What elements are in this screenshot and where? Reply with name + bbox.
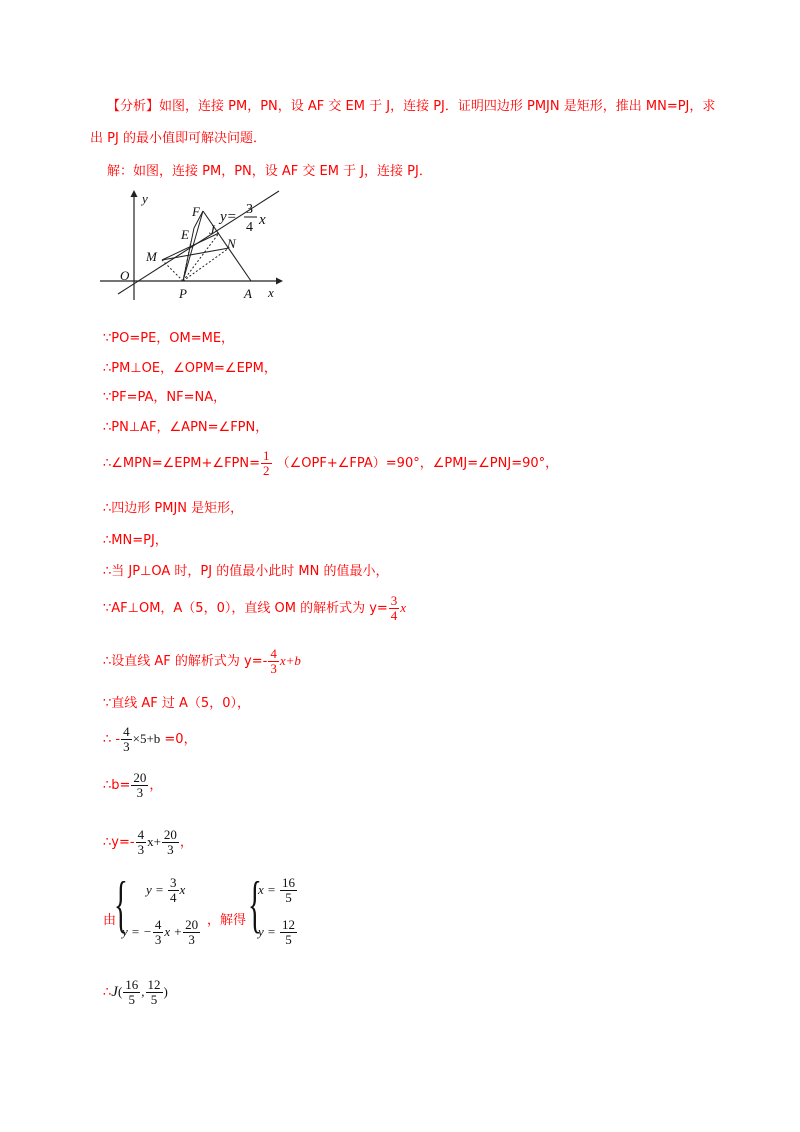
step-14 bbox=[103, 826, 193, 859]
step-3: ∵PF=PA，NF=NA， bbox=[103, 390, 227, 405]
final-comma: , bbox=[141, 984, 145, 999]
step-5-fraction: $\frac{1}{2}$ bbox=[263, 448, 270, 478]
step-10-fraction: $\frac{4}{3}$ bbox=[270, 646, 277, 676]
system-eq-2 bbox=[122, 917, 201, 948]
system-eq-2-fraction-1: $\frac{4}{3}$ bbox=[154, 917, 162, 947]
segment-pm bbox=[162, 260, 183, 281]
segment-pn bbox=[183, 248, 229, 281]
system-eq-1 bbox=[146, 875, 185, 906]
step-13-fraction: $\frac{20}{3}$ bbox=[133, 770, 147, 800]
step-13-text: ∴b= bbox=[103, 778, 131, 793]
step-7: ∴MN=PJ， bbox=[103, 533, 168, 548]
label-e: E bbox=[181, 227, 189, 242]
analysis-text-1: 如图，连接 PM，PN，设 AF 交 EM 于 J，连接 PJ．证明四边形 PMJN 是矩形，推出 MN=PJ，求 bbox=[159, 99, 716, 114]
step-4: ∴PN⊥AF，∠APN=∠FPN， bbox=[103, 420, 269, 435]
step-1: ∵PO=PE，OM=ME， bbox=[103, 331, 235, 346]
solution-brace: { bbox=[248, 868, 262, 939]
eq-num: 3 bbox=[246, 202, 253, 217]
final-j: J bbox=[111, 984, 118, 1000]
step-9-fraction: $\frac{3}{4}$ bbox=[390, 593, 398, 623]
segment-pf bbox=[183, 211, 203, 281]
final-result bbox=[103, 976, 168, 1009]
x-axis-arrow bbox=[276, 278, 283, 285]
system-eq-1-fraction: $\frac{3}{4}$ bbox=[170, 875, 177, 905]
label-f: F bbox=[192, 204, 200, 219]
eq-den: 4 bbox=[246, 220, 253, 235]
eq-lhs: y= bbox=[220, 209, 237, 225]
step-5 bbox=[103, 448, 558, 480]
eq-var: x bbox=[259, 212, 266, 228]
step-14-mid: x+ bbox=[147, 834, 161, 849]
solution-x bbox=[258, 875, 298, 906]
step-14-tail: ， bbox=[179, 835, 193, 850]
step-12-text: ∴ - bbox=[103, 732, 121, 747]
step-5-text-b: （∠OPF+∠FPA）=90°，∠PMJ=∠PNJ=90°， bbox=[276, 456, 559, 471]
segment-mn bbox=[162, 248, 229, 260]
final-fraction-2: $\frac{12}{5}$ bbox=[147, 977, 161, 1007]
step-10 bbox=[103, 645, 301, 678]
system-eq-2-fraction-2: $\frac{20}{3}$ bbox=[185, 917, 199, 947]
label-j: J bbox=[209, 222, 215, 237]
step-9-text: ∵AF⊥OM，A（5，0），直线 OM 的解析式为 y= bbox=[103, 601, 388, 616]
solution-x-lhs: x = bbox=[258, 882, 280, 897]
label-m: M bbox=[146, 249, 157, 264]
label-o: O bbox=[120, 268, 130, 283]
analysis-line-2: 出 PJ 的最小值即可解决问题． bbox=[90, 131, 266, 146]
final-lparen: ( bbox=[117, 984, 123, 999]
geometry-figure bbox=[96, 188, 286, 306]
step-11: ∵直线 AF 过 A（5，0）， bbox=[103, 696, 250, 711]
label-y: y bbox=[142, 191, 148, 206]
final-therefore: ∴ bbox=[103, 985, 112, 1000]
step-12 bbox=[103, 723, 197, 756]
step-14-fraction-1: $\frac{4}{3}$ bbox=[137, 827, 145, 857]
step-8: ∴当 JP⊥OA 时，PJ 的值最小此时 MN 的值最小， bbox=[103, 564, 389, 579]
final-rparen: ) bbox=[163, 984, 168, 999]
y-axis-arrow bbox=[131, 190, 138, 197]
system-brace-left: { bbox=[114, 868, 128, 939]
step-10-text: ∴设直线 AF 的解析式为 y=- bbox=[103, 654, 268, 669]
step-2: ∴PM⊥OE，∠OPM=∠EPM， bbox=[103, 361, 277, 376]
system-you: 由 bbox=[103, 913, 117, 928]
solution-y-fraction: $\frac{12}{5}$ bbox=[282, 917, 296, 947]
analysis-line-1 bbox=[107, 98, 715, 116]
system-eq-1-lhs: y = bbox=[146, 882, 168, 897]
analysis-tag: 【分析】 bbox=[107, 99, 160, 114]
solution-intro: 解：如图，连接 PM，PN，设 AF 交 EM 于 J，连接 PJ． bbox=[107, 164, 432, 179]
step-6: ∴四边形 PMJN 是矩形， bbox=[103, 501, 244, 516]
step-5-text-a: ∴∠MPN=∠EPM+∠FPN= bbox=[103, 456, 261, 471]
step-13 bbox=[103, 770, 162, 802]
step-9 bbox=[103, 592, 406, 625]
final-fraction-1: $\frac{16}{5}$ bbox=[125, 977, 139, 1007]
label-p: P bbox=[179, 286, 187, 301]
label-n: N bbox=[227, 236, 236, 251]
system-solve-text: ，解得 bbox=[207, 913, 247, 928]
step-10-tail: x+b bbox=[279, 653, 301, 668]
solution-x-fraction: $\frac{16}{5}$ bbox=[282, 875, 296, 905]
step-12-fraction: $\frac{4}{3}$ bbox=[123, 724, 130, 754]
step-14-fraction-2: $\frac{20}{3}$ bbox=[163, 827, 177, 857]
system-eq-2-lhs: y = − bbox=[122, 924, 152, 939]
solution-y bbox=[258, 917, 298, 948]
step-12-mid: ×5+b bbox=[132, 731, 161, 746]
label-a: A bbox=[244, 286, 252, 301]
system-eq-2-mid: x + bbox=[164, 924, 183, 939]
system-eq-1-var: x bbox=[179, 882, 186, 897]
step-14-text: ∴y=- bbox=[103, 835, 135, 850]
step-13-tail: ， bbox=[149, 778, 163, 793]
solution-y-lhs: y = bbox=[258, 924, 280, 939]
step-9-var: x bbox=[400, 600, 407, 615]
step-12-tail: =0， bbox=[160, 732, 197, 747]
label-x: x bbox=[268, 285, 274, 300]
